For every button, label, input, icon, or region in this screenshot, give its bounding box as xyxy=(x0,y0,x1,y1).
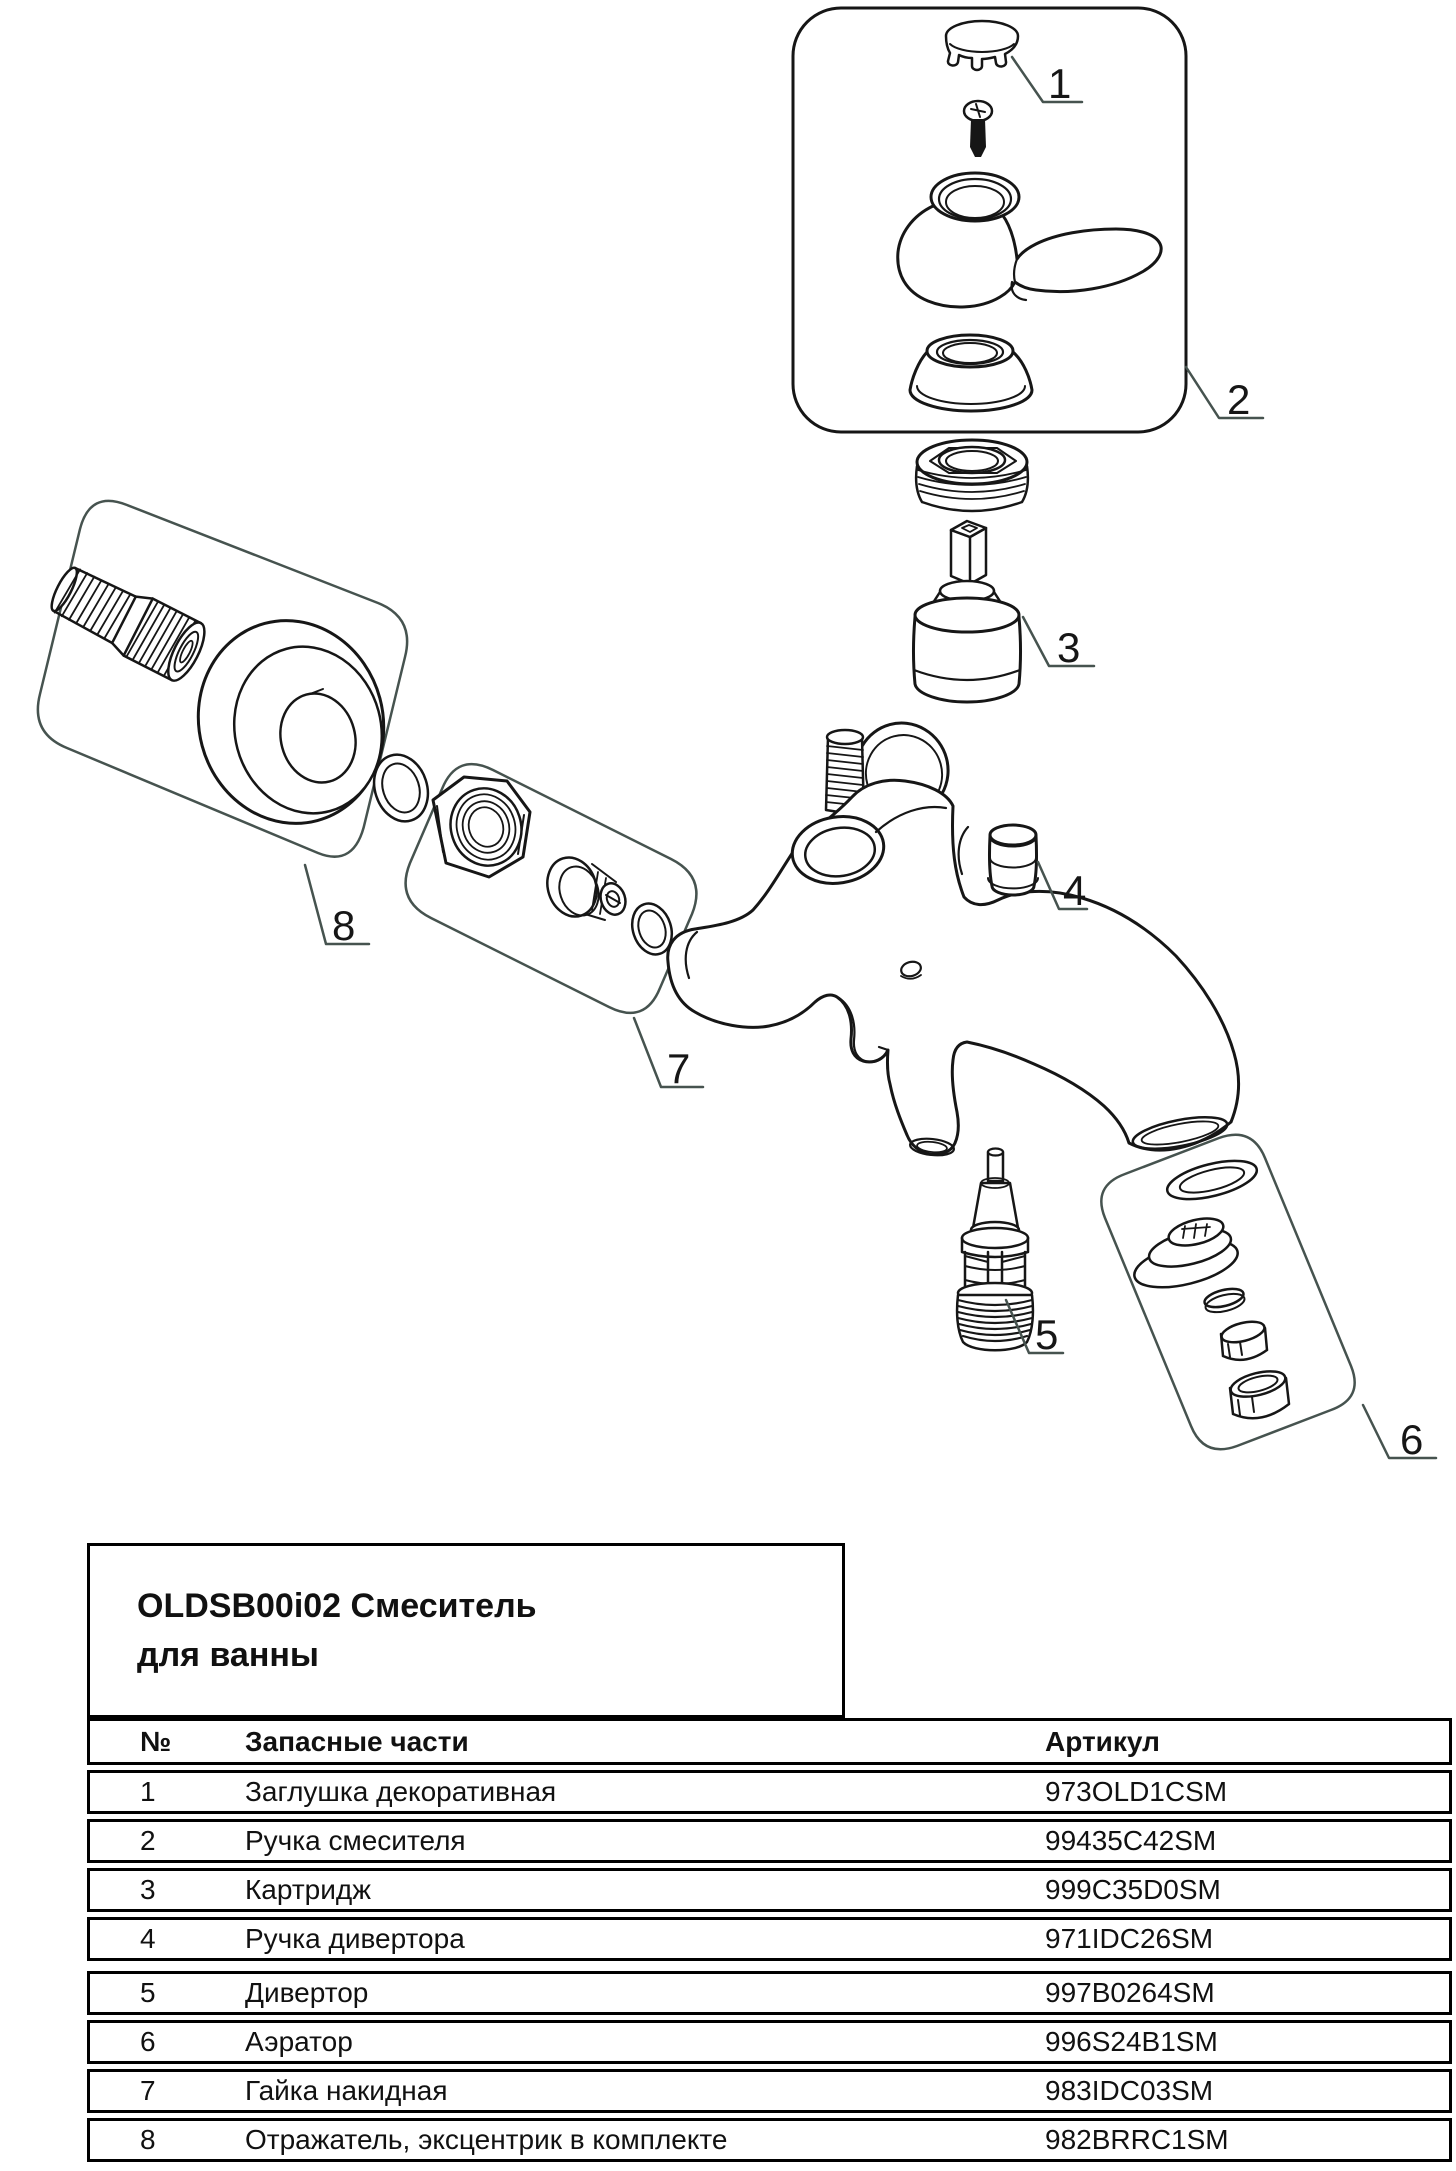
row-article: 999C35D0SM xyxy=(1045,1874,1221,1905)
row-article: 971IDC26SM xyxy=(1045,1923,1214,1954)
callout-1-label: 1 xyxy=(1048,60,1072,107)
part-7-nut-drawing xyxy=(433,777,531,877)
row-part-name: Ручка смесителя xyxy=(245,1825,466,1856)
header-num: № xyxy=(140,1725,172,1757)
row-num: 2 xyxy=(140,1825,156,1856)
product-title-line2: для ванны xyxy=(137,1636,319,1674)
table-row xyxy=(87,1770,1452,1814)
callout-1-leader xyxy=(1012,57,1082,102)
callout-5-label: 5 xyxy=(1035,1311,1059,1358)
table-row xyxy=(87,1819,1452,1863)
row-num: 8 xyxy=(140,2124,156,2155)
row-num: 6 xyxy=(140,2026,156,2057)
row-part-name: Заглушка декоративная xyxy=(245,1776,557,1807)
row-article: 973OLD1CSM xyxy=(1045,1776,1228,1807)
table-header-row xyxy=(87,1718,1452,1765)
row-num: 5 xyxy=(140,1977,156,2008)
callout-4-label: 4 xyxy=(1063,867,1087,914)
part-4-diverter-handle-drawing xyxy=(988,825,1038,895)
row-part-name: Аэратор xyxy=(245,2026,353,2057)
row-part-name: Гайка накидная xyxy=(245,2075,448,2106)
callout-6-label: 6 xyxy=(1400,1416,1424,1463)
row-article: 983IDC03SM xyxy=(1045,2075,1214,2106)
row-num: 3 xyxy=(140,1874,156,1905)
table-row xyxy=(87,2118,1452,2162)
callout-7-label: 7 xyxy=(667,1045,691,1092)
row-part-name: Дивертор xyxy=(245,1977,369,2008)
threaded-ring-drawing xyxy=(916,440,1028,511)
row-article: 99435C42SM xyxy=(1045,1825,1217,1856)
row-article: 982BRRC1SM xyxy=(1045,2124,1229,2155)
table-row xyxy=(87,2069,1452,2113)
part-5-diverter-drawing xyxy=(957,1149,1033,1351)
part-2-ring-nut-drawing xyxy=(910,335,1032,411)
table-row xyxy=(87,1868,1452,1912)
row-part-name: Картридж xyxy=(245,1874,371,1905)
callout-8-label: 8 xyxy=(332,902,356,949)
header-parts: Запасные части xyxy=(245,1725,469,1757)
table-row xyxy=(87,1971,1452,2015)
table-title-box xyxy=(87,1543,845,1718)
table-row xyxy=(87,1917,1452,1961)
header-article: Артикул xyxy=(1045,1725,1160,1757)
callout-2-label: 2 xyxy=(1227,376,1251,423)
row-num: 4 xyxy=(140,1923,156,1954)
part-7-adapter-drawing xyxy=(540,851,629,923)
faucet-body-drawing xyxy=(668,713,1239,1158)
handle-screw-drawing xyxy=(964,101,992,157)
spare-parts-table xyxy=(87,1543,1452,2162)
part-6-aerator-drawing xyxy=(1130,1153,1289,1418)
row-article: 997B0264SM xyxy=(1045,1977,1215,2008)
row-num: 1 xyxy=(140,1776,156,1807)
part-3-cartridge-drawing xyxy=(914,521,1021,702)
table-row xyxy=(87,2020,1452,2064)
part-2-handle-drawing xyxy=(898,173,1161,307)
product-title-line1: OLDSB00i02 Смеситель xyxy=(137,1587,537,1625)
row-num: 7 xyxy=(140,2075,156,2106)
body-outline xyxy=(668,780,1239,1154)
row-article: 996S24B1SM xyxy=(1045,2026,1218,2057)
row-part-name: Отражатель, эксцентрик в комплекте xyxy=(245,2124,728,2155)
part-8-eccentric-drawing xyxy=(43,558,211,686)
callout-2-leader xyxy=(1186,367,1263,418)
part-1-decorative-cap-drawing xyxy=(946,21,1018,70)
callout-3-label: 3 xyxy=(1057,624,1081,671)
row-part-name: Ручка дивертора xyxy=(245,1923,465,1954)
